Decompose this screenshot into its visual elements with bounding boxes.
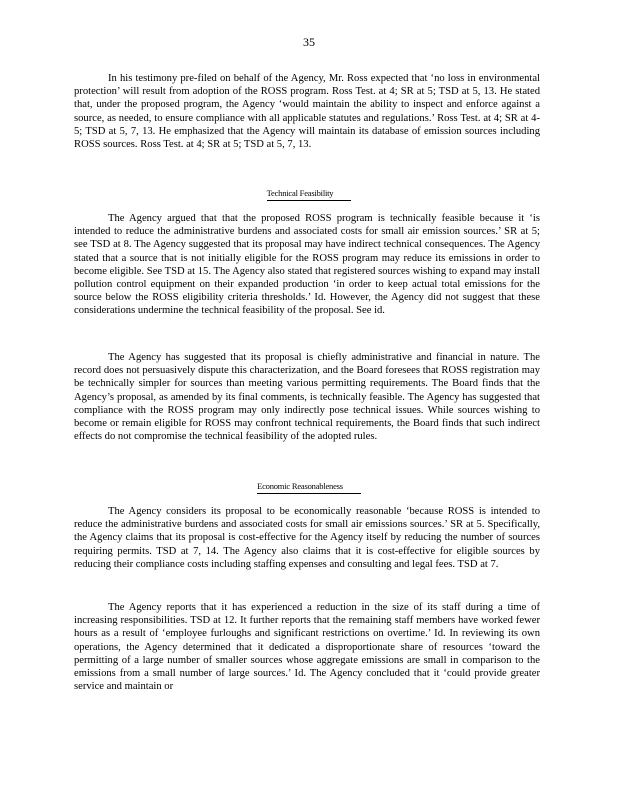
paragraph-technical-argument: The Agency argued that that the proposed ROSS program is technically feasible because it ‘is intended to reduce the administrative burdens and associated costs for small air emission sources.’ SR at 5; see TSD at 8. The Agency suggested that its proposal may have indirect technical consequences. The Agency stated that a source that is not initially eligible for the ROSS program may reduce its emissions in order to become eligible. See TSD at 15. The Agency also stated that registered sources wishing to expand may install pollution control equipment on their expanded production ‘in order to keep actual total emissions for the source below the ROSS eligibility criteria thresholds.’ Id. However, the Agency did not suggest that these considerations undermine the technical feasibility of the proposal. See id. [74, 213, 540, 317]
heading-label: Technical Feasibility [267, 188, 352, 201]
paragraph-staff-reduction: The Agency reports that it has experienced a reduction in the size of its staff during a time of increasing responsibilities. TSD at 12. It further reports that the remaining staff members have worked fewer hours as a result of ‘employee furloughs and significant restrictions on overtime.’ Id. In reviewing its own operations, the Agency determined that it dedicated a disproportionate share of resources ‘toward the permitting of a large number of smaller sources whose aggregate emissions are small in comparison to the emissions from a small number of large sources.’ Id. The Agency concluded that it ‘could provide greater service and maintain or [74, 602, 540, 693]
paragraph-economic-argument: The Agency considers its proposal to be economically reasonable ‘because ROSS is intended to reduce the administrative burdens and associated costs for small air emissions sources.’ SR at 5. Specifically, the Agency claims that its proposal is cost-effective for the Agency itself by reducing the number of sources requiring permits. TSD at 7, 14. The Agency also claims that it is cost-effective for eligible sources by reducing their compliance costs including staffing expenses and consulting and legal fees. TSD at 7. [74, 506, 540, 570]
heading-label: Economic Reasonableness [257, 481, 361, 494]
section-heading-economic-reasonableness [0, 481, 618, 494]
section-heading-technical-feasibility [0, 188, 618, 201]
paragraph-technical-finding: The Agency has suggested that its proposal is chiefly administrative and financial in nature. The record does not persuasively dispute this characterization, and the Board foresees that ROSS registration may be technically simpler for sources than meeting various permitting requirements. The Board finds that the Agency’s proposal, as amended by its final comments, is technically feasible. The Agency has suggested that compliance with the ROSS program may only indirectly pose technical issues. While sources wishing to become or remain eligible for ROSS may confront technical requirements, the Board finds that such indirect effects do not compromise the technical feasibility of the adopted rules. [74, 352, 540, 443]
page-number: 35 [303, 35, 315, 49]
paragraph-ross-testimony: In his testimony pre-filed on behalf of the Agency, Mr. Ross expected that ‘no loss in environmental protection’ will result from adoption of the ROSS program. Ross Test. at 4; SR at 5; TSD at 5, 13. He stated that, under the proposed program, the Agency ‘would maintain the ability to inspect and enforce against a source, as needed, to ensure compliance with all applicable statutes and regulations.’ Ross Test. at 4; SR at 4-5; TSD at 5, 7, 13. He emphasized that the Agency will maintain its database of emission sources including ROSS sources. Ross Test. at 4; SR at 5; TSD at 5, 7, 13. [74, 73, 540, 151]
